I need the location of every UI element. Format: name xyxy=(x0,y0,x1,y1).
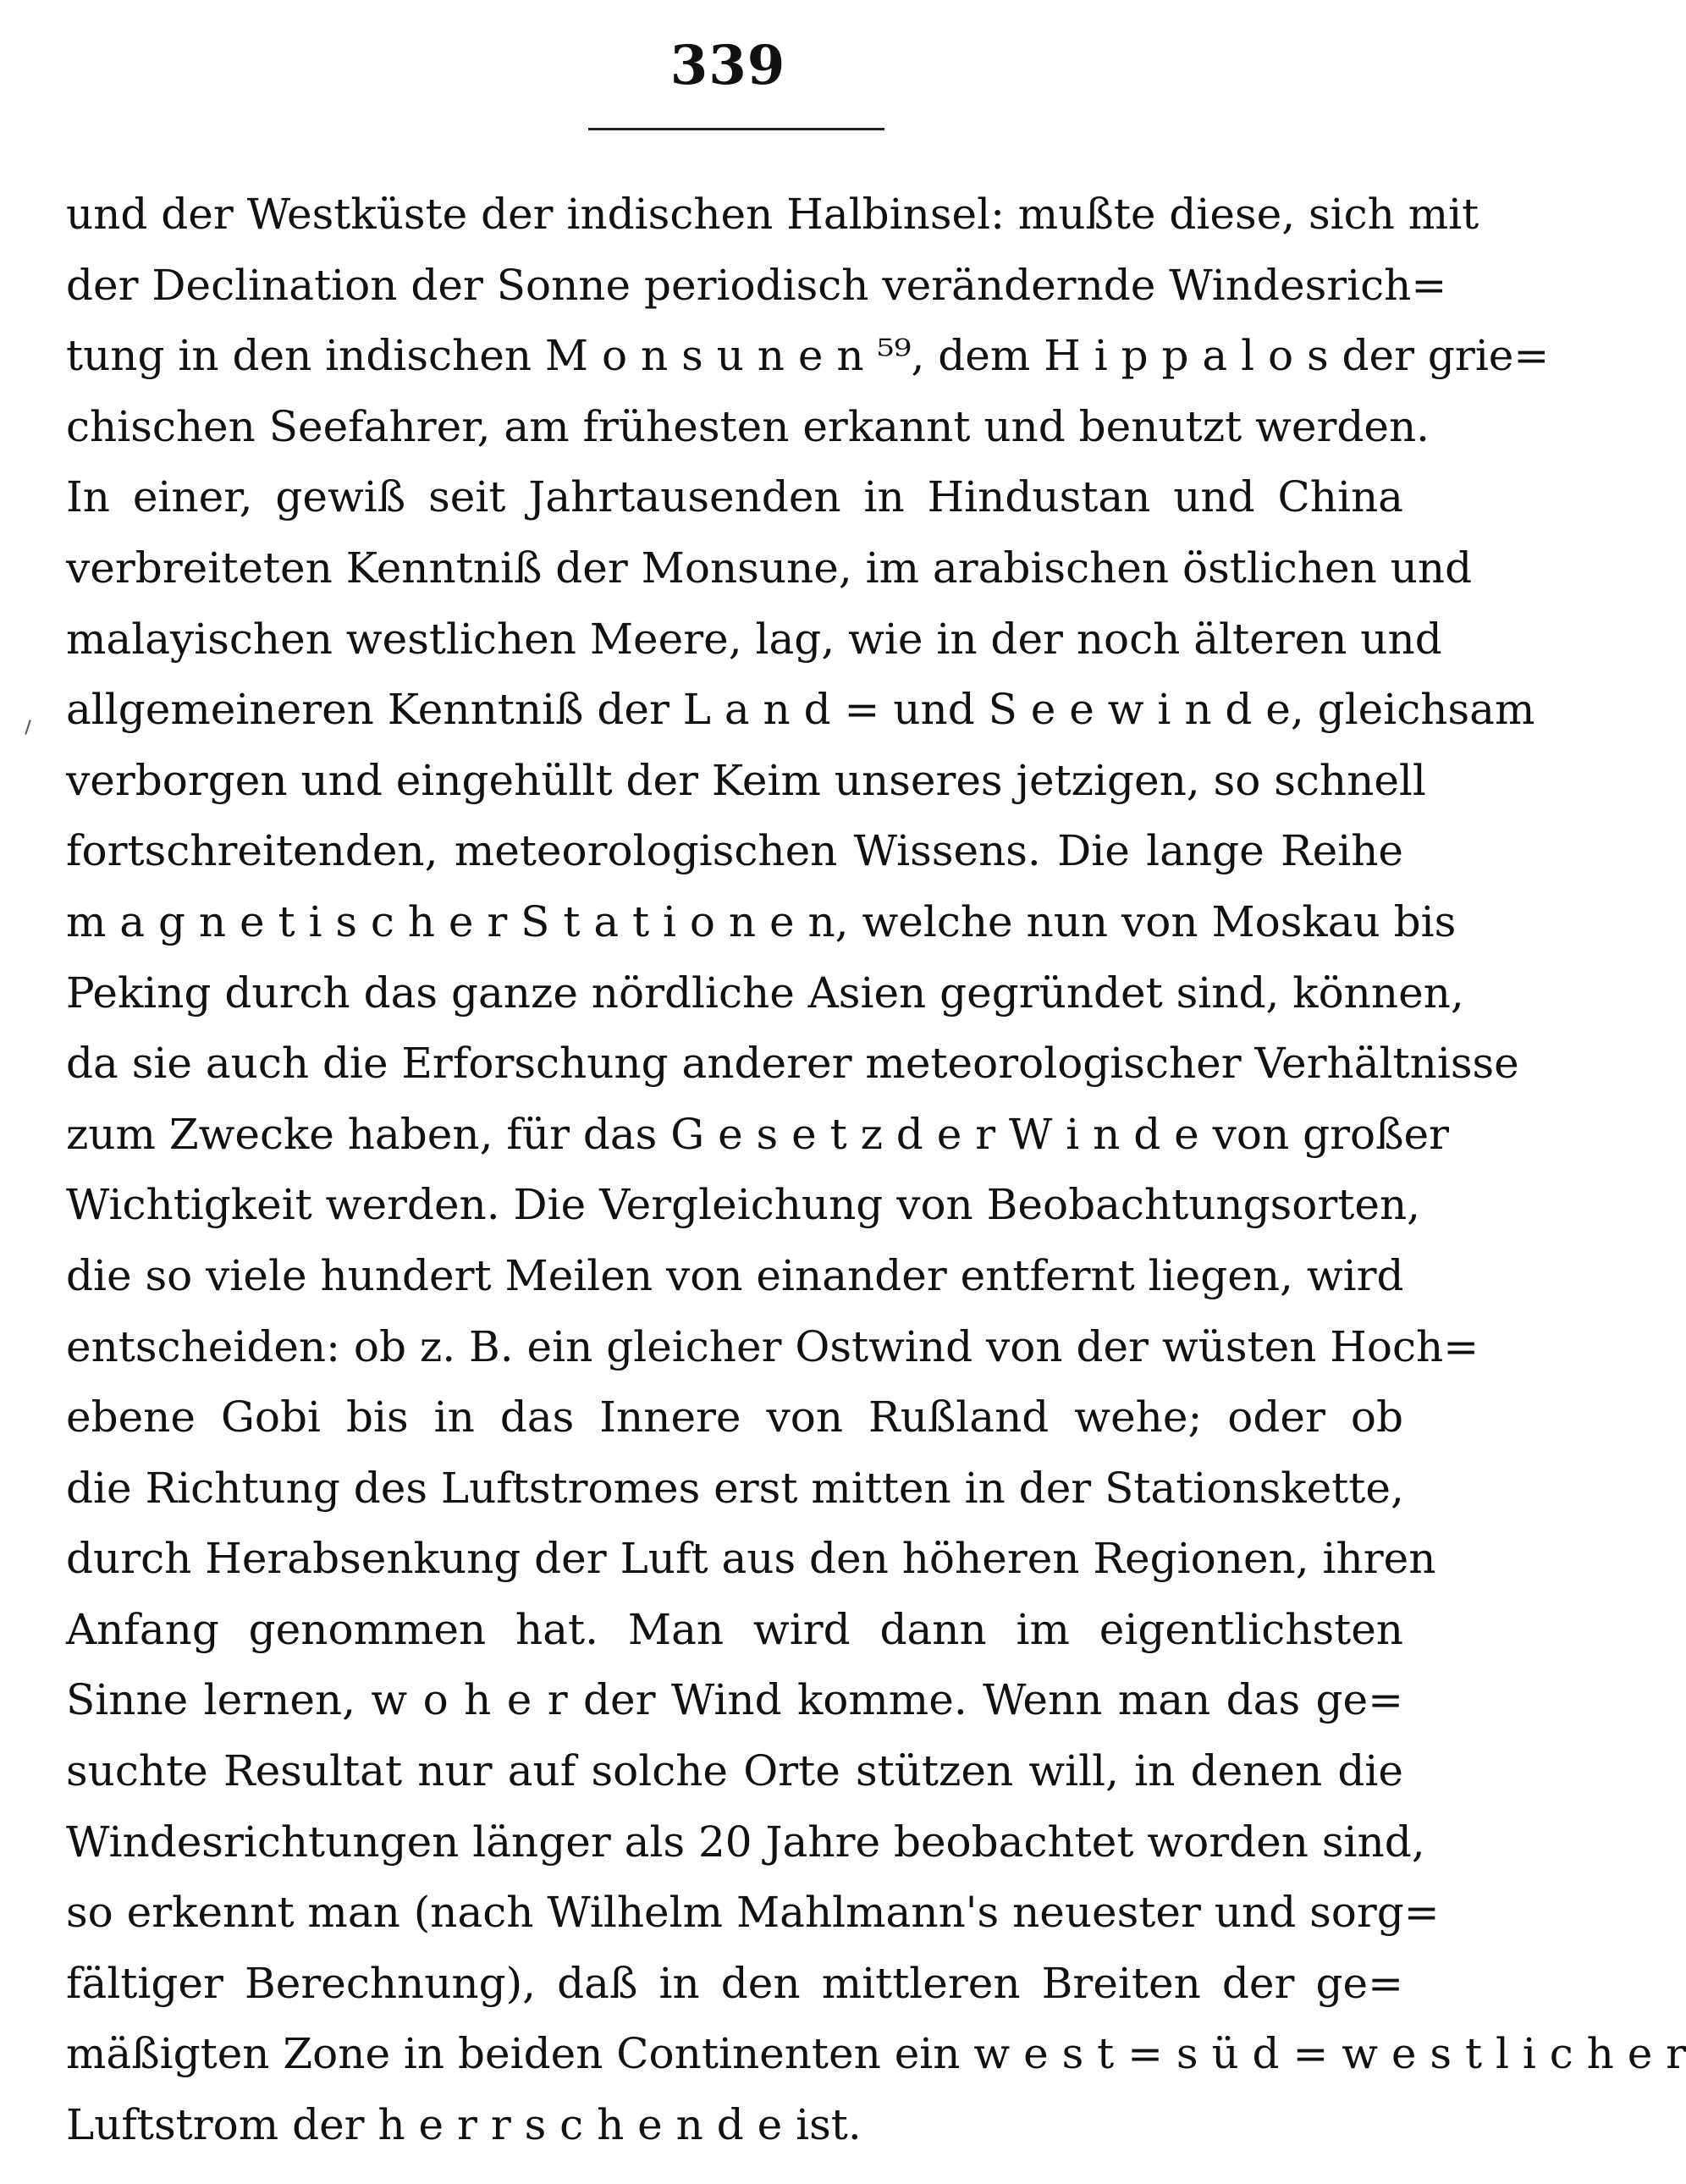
text-line: so erkennt man (nach Wilhelm Mahlmann's neuester und sorg= xyxy=(66,1888,1440,1938)
text-line: Sinne lernen, w o h e r der Wind komme. Wenn man das ge= xyxy=(66,1675,1403,1725)
text-line: malayischen westlichen Meere, lag, wie in der noch älteren und xyxy=(66,614,1442,664)
text-line: zum Zwecke haben, für das G e s e t z d e r W i n d e von großer xyxy=(66,1109,1449,1159)
text-line: die so viele hundert Meilen von einander entfernt liegen, wird xyxy=(66,1250,1404,1300)
text-line: chischen Seefahrer, am frühesten erkannt und benutzt werden. xyxy=(66,401,1430,451)
text-line: Luftstrom der h e r r s c h e n d e ist. xyxy=(66,2100,862,2150)
text-line: entscheiden: ob z. B. ein gleicher Ostwind von der wüsten Hoch= xyxy=(66,1321,1479,1371)
text-line: tung in den indischen M o n s u n e n ⁵⁹, dem H i p p a l o s der grie= xyxy=(66,331,1550,381)
header-rule xyxy=(588,128,884,130)
text-line: Windesrichtungen länger als 20 Jahre beobachtet worden sind, xyxy=(66,1817,1425,1867)
text-line: Anfang genommen hat. Man wird dann im eigentlichsten xyxy=(66,1604,1403,1654)
text-line: Wichtigkeit werden. Die Vergleichung von Beobachtungsorten, xyxy=(66,1180,1421,1230)
text-line: fältiger Berechnung), daß in den mittleren Breiten der ge= xyxy=(66,1958,1403,2008)
text-line: suchte Resultat nur auf solche Orte stützen will, in denen die xyxy=(66,1746,1403,1796)
text-line: allgemeineren Kenntniß der L a n d = und S e e w i n d e, gleichsam xyxy=(66,685,1535,735)
text-line: die Richtung des Luftstromes erst mitten in der Stationskette, xyxy=(66,1463,1404,1513)
text-line: verborgen und eingehüllt der Keim unseres jetzigen, so schnell xyxy=(66,755,1426,805)
text-line: In einer, gewiß seit Jahrtausenden in Hindustan und China xyxy=(66,472,1403,522)
text-line: m a g n e t i s c h e r S t a t i o n e n, welche nun von Moskau bis xyxy=(66,896,1457,946)
text-line: durch Herabsenkung der Luft aus den höheren Regionen, ihren xyxy=(66,1534,1436,1584)
body-text xyxy=(66,179,1686,2161)
text-line: und der Westküste der indischen Halbinsel: mußte diese, sich mit xyxy=(66,190,1479,239)
text-line: ebene Gobi bis in das Innere von Rußland wehe; oder ob xyxy=(66,1393,1403,1442)
margin-mark xyxy=(25,720,30,735)
text-line: verbreiteten Kenntniß der Monsune, im arabischen östlichen und xyxy=(66,543,1473,593)
text-line: mäßigten Zone in beiden Continenten ein w e s t = s ü d = w e s t l i c h e r xyxy=(66,2029,1686,2079)
text-line: fortschreitenden, meteorologischen Wissens. Die lange Reihe xyxy=(66,826,1403,876)
text-line: Peking durch das ganze nördliche Asien gegründet sind, können, xyxy=(66,968,1464,1018)
text-line: der Declination der Sonne periodisch verändernde Windesrich= xyxy=(66,260,1447,310)
page-number: 339 xyxy=(669,34,786,97)
text-line: da sie auch die Erforschung anderer meteorologischer Verhältnisse xyxy=(66,1039,1519,1089)
